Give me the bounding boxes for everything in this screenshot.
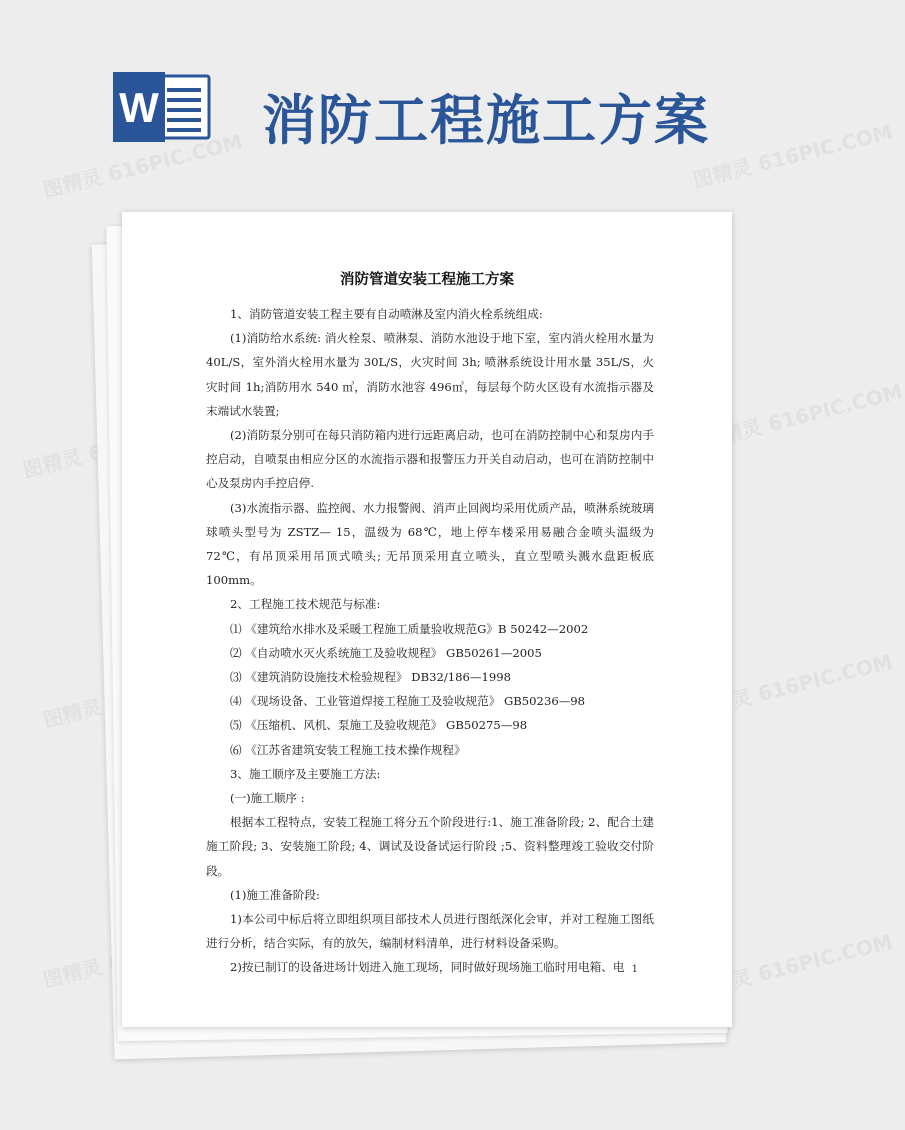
watermark: 图精灵 616PIC.COM (40, 129, 245, 203)
watermark: 图精灵 616PIC.COM (690, 119, 895, 193)
document-page (122, 212, 732, 1027)
paragraph: 3、施工顺序及主要施工方法: (230, 766, 381, 781)
paragraph: (1)施工准备阶段: (230, 887, 320, 902)
watermark: 图精灵 616PIC.COM (690, 929, 895, 1003)
watermark: 图精灵 616PIC.COM (700, 379, 905, 453)
watermark: 图精灵 (20, 444, 85, 483)
list-item: ⑹ 《江苏省建筑安装工程施工技术操作规程》 (230, 742, 466, 757)
list-item: ⑵ 《自动喷水灭火系统施工及验收规程》 GB50261—2005 (230, 645, 542, 660)
paragraph: 根据本工程特点，安装工程施工将分五个阶段进行:1、施工准备阶段; 2、配合土建施工阶段; 3、安装施工阶段; 4、调试及设备试运行阶段 ;5、资料整理竣工验收交付阶段。 (206, 815, 654, 878)
watermark: 图精灵 (40, 694, 105, 733)
paragraph: 1)本公司中标后将立即组织项目部技术人员进行图纸深化会审，并对工程施工图纸进行分析，结合实际，有的放矢，编制材料清单，进行材料设备采购。 (206, 912, 654, 951)
paragraph: (1)消防给水系统: 消火栓泵、喷淋泵、消防水池设于地下室，室内消火栓用水量为 40L/S，室外消火栓用水量为 30L/S，火灾时间 3h; 喷淋系统设计用水量 35L/S，火灾时间 1h;消防用水 540 ㎥，消防水池容 496㎥，每层每个防火区设有水流指示器及末端试水装置; (206, 331, 654, 418)
logo-letter: W (119, 84, 159, 131)
paragraph: 2、工程施工技术规范与标准: (230, 597, 381, 612)
document-body (206, 302, 654, 980)
list-item: ⑴ 《建筑给水排水及采暖工程施工质量验收规范G》B 50242—2002 (230, 621, 589, 636)
page-number: 1 (631, 964, 638, 975)
document-title: 消防管道安装工程施工方案 (340, 271, 514, 288)
watermark: 图精灵 616PIC.COM (690, 649, 895, 723)
paragraph: 1、消防管道安装工程主要有自动喷淋及室内消火栓系统组成: (230, 307, 543, 321)
paragraph: (2)消防泵分别可在每只消防箱内进行远距离启动，也可在消防控制中心和泵房内手控启动，自喷泵由相应分区的水流指示器和报警压力开关自动启动，也可在消防控制中心及泵房内手控启停. (206, 428, 654, 491)
list-item: ⑶ 《建筑消防设施技术检验规程》 DB32/186—1998 (230, 670, 511, 685)
paragraph: (一)施工顺序 : (230, 791, 305, 806)
paragraph: 2)按已制订的设备进场计划进入施工现场，同时做好现场施工临时用电箱、电 (230, 960, 625, 975)
list-item: ⑷ 《现场设备、工业管道焊接工程施工及验收规范》 GB50236—98 (230, 694, 586, 709)
list-item: ⑸ 《压缩机、风机、泵施工及验收规范》 GB50275—98 (230, 718, 528, 733)
watermark: 图精灵 (40, 954, 105, 993)
banner-title: 消防工程施工方案 (262, 89, 710, 152)
paragraph: (3)水流指示器、监控阀、水力报警阀、消声止回阀均采用优质产品，喷淋系统玻璃球喷头型号为 ZSTZ— 15，温级为 68℃，地上停车楼采用易融合金喷头温级为 72℃，有吊顶采用吊顶式喷头; 无吊顶采用直立喷头，直立型喷头溅水盘距板底 100mm。 (206, 500, 654, 588)
word-logo-icon (113, 72, 213, 142)
